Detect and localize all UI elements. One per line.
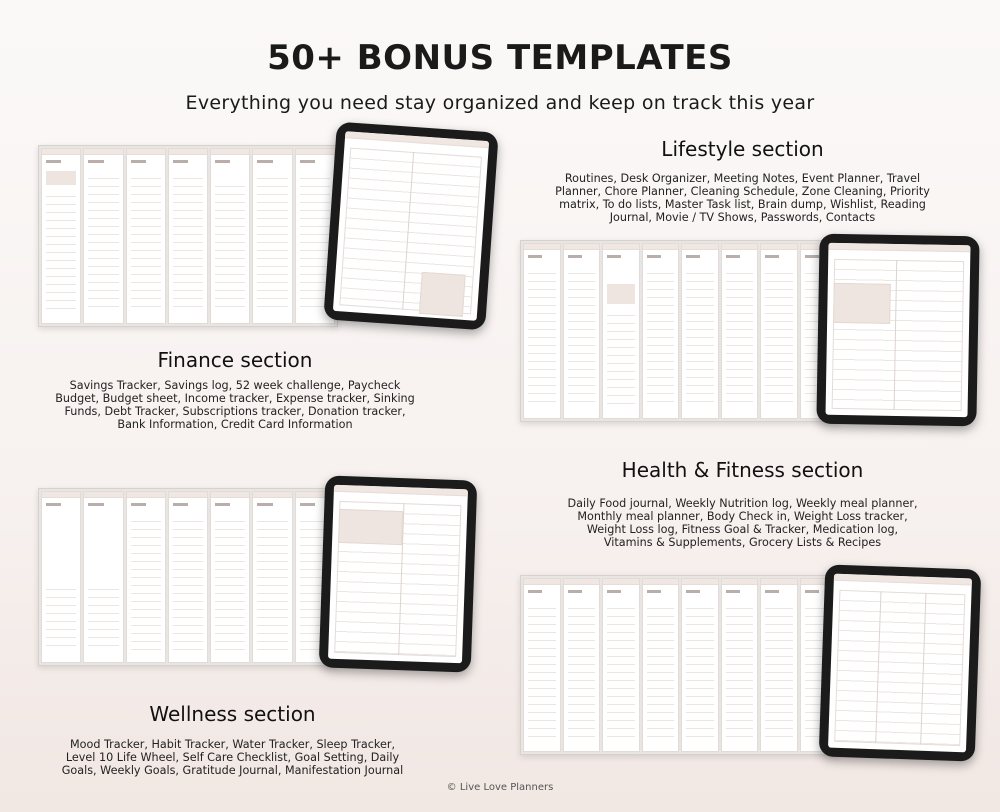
finance-desc-line: Budget, Budget sheet, Income tracker, Expense tracker, Sinking [55, 392, 415, 405]
wellness-section-title: Wellness section [149, 702, 316, 726]
template-page [681, 578, 719, 752]
page-title: 50+ BONUS TEMPLATES [267, 38, 733, 78]
template-page [760, 243, 798, 419]
health-section-description [545, 497, 940, 549]
lifestyle-desc-line: matrix, To do lists, Master Task list, Brain dump, Wishlist, Reading [559, 198, 926, 211]
template-page [168, 491, 208, 663]
template-page [760, 578, 798, 752]
wellness-template-strip [38, 488, 338, 666]
finance-tablet [323, 122, 498, 331]
wellness-tablet [319, 475, 478, 672]
template-page [642, 243, 680, 419]
template-page [83, 491, 123, 663]
template-page [563, 243, 601, 419]
template-page [210, 148, 250, 324]
lifestyle-tablet [816, 234, 979, 427]
template-page [252, 491, 292, 663]
wellness-section-description [35, 738, 430, 777]
template-page [681, 243, 719, 419]
template-page [642, 578, 680, 752]
finance-section-title: Finance section [157, 348, 313, 372]
health-template-strip [520, 575, 840, 755]
lifestyle-desc-line: Routines, Desk Organizer, Meeting Notes, Event Planner, Travel [564, 172, 921, 185]
finance-template-strip [38, 145, 338, 327]
health-section-title: Health & Fitness section [621, 458, 864, 482]
wellness-desc-line: Goals, Weekly Goals, Gratitude Journal, Manifestation Journal [61, 764, 404, 777]
template-page [602, 578, 640, 752]
finance-desc-line: Savings Tracker, Savings log, 52 week challenge, Paycheck [69, 379, 401, 392]
template-page [83, 148, 123, 324]
template-page [563, 578, 601, 752]
lifestyle-section-title: Lifestyle section [661, 137, 824, 161]
finance-desc-line: Funds, Debt Tracker, Subscriptions tracker, Donation tracker, [64, 405, 406, 418]
health-desc-line: Weight Loss log, Fitness Goal & Tracker, Medication log, [586, 523, 899, 536]
page-subtitle: Everything you need stay organized and keep on track this year [185, 92, 815, 114]
template-page [721, 243, 759, 419]
finance-section-description [40, 379, 430, 431]
template-page [41, 491, 81, 663]
copyright-notice: © Live Love Planners [446, 782, 554, 793]
finance-desc-line: Bank Information, Credit Card Information [117, 418, 353, 431]
health-desc-line: Daily Food journal, Weekly Nutrition log, Weekly meal planner, [567, 497, 918, 510]
template-page [602, 243, 640, 419]
lifestyle-template-strip [520, 240, 840, 422]
template-page [41, 148, 81, 324]
template-page [210, 491, 250, 663]
lifestyle-desc-line: Planner, Chore Planner, Cleaning Schedule, Zone Cleaning, Priority [555, 185, 930, 198]
lifestyle-desc-line: Journal, Movie / TV Shows, Passwords, Contacts [609, 211, 876, 224]
health-tablet [819, 564, 982, 761]
template-page [523, 243, 561, 419]
template-page [126, 148, 166, 324]
wellness-desc-line: Mood Tracker, Habit Tracker, Water Tracker, Sleep Tracker, [70, 738, 395, 751]
template-page [252, 148, 292, 324]
template-page [523, 578, 561, 752]
wellness-desc-line: Level 10 Life Wheel, Self Care Checklist, Goal Setting, Daily [65, 751, 400, 764]
health-desc-line: Monthly meal planner, Body Check in, Weight Loss tracker, [577, 510, 908, 523]
health-desc-line: Vitamins & Supplements, Grocery Lists & Recipes [603, 536, 882, 549]
template-page [721, 578, 759, 752]
template-page [126, 491, 166, 663]
template-page [168, 148, 208, 324]
lifestyle-section-description [545, 172, 940, 224]
